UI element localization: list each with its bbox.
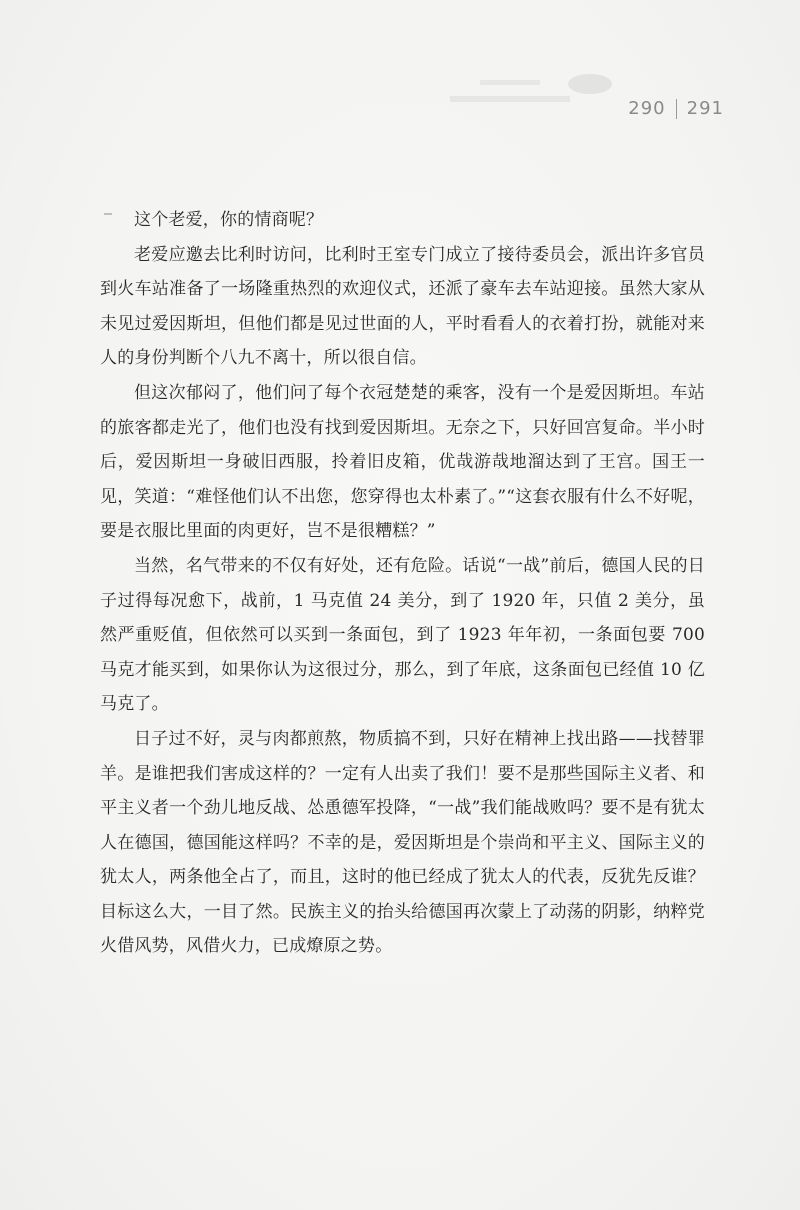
paragraph-1: 这个老爱，你的情商呢？ (134, 210, 324, 230)
page-number-left: 290 (628, 98, 666, 119)
page-number-right: 291 (686, 98, 724, 119)
page-number-divider (676, 99, 677, 119)
faded-header-ornament (440, 66, 630, 112)
body-text (100, 203, 705, 964)
paragraph-5: 日子过不好，灵与肉都煎熬，物质搞不到，只好在精神上找出路——找替罪羊。是谁把我们害成这样的？一定有人出卖了我们！要不是那些国际主义者、和平主义者一个劲儿地反战、怂恿德军投降，“一战”我们能战败吗？要不是有犹太人在德国，德国能这样吗？不幸的是，爱因斯坦是个崇尚和平主义、国际主义的犹太人，两条他全占了，而且，这时的他已经成了犹太人的代表，反犹先反谁？目标这么大，一目了然。民族主义的抬头给德国再次蒙上了动荡的阴影，纳粹党火借风势，风借火力，已成燎原之势。 (100, 728, 705, 957)
page-number-header (628, 98, 724, 119)
paragraph-2: 老爱应邀去比利时访问，比利时王室专门成立了接待委员会，派出许多官员到火车站准备了一场隆重热烈的欢迎仪式，还派了豪车去车站迎接。虽然大家从未见过爱因斯坦，但他们都是见过世面的人，平时看看人的衣着打扮，就能对来人的身份判断个八九不离十，所以很自信。 (100, 244, 705, 369)
paragraph-4: 当然，名气带来的不仅有好处，还有危险。话说“一战”前后，德国人民的日子过得每况愈下，战前，1 马克值 24 美分，到了 1920 年，只值 2 美分，虽然严重贬值，但依然可以买到一条面包，到了 1923 年年初，一条面包要 700 马克才能买到，如果你认为这很过分，那么，到了年底，这条面包已经值 10 亿马克了。 (100, 555, 705, 715)
paragraph-3: 但这次郁闷了，他们问了每个衣冠楚楚的乘客，没有一个是爱因斯坦。车站的旅客都走光了，他们也没有找到爱因斯坦。无奈之下，只好回宫复命。半小时后，爱因斯坦一身破旧西服，拎着旧皮箱，优哉游哉地溜达到了王宫。国王一见，笑道：“难怪他们认不出您，您穿得也太朴素了。”“这套衣服有什么不好呢，要是衣服比里面的肉更好，岂不是很糟糕？” (100, 382, 705, 542)
